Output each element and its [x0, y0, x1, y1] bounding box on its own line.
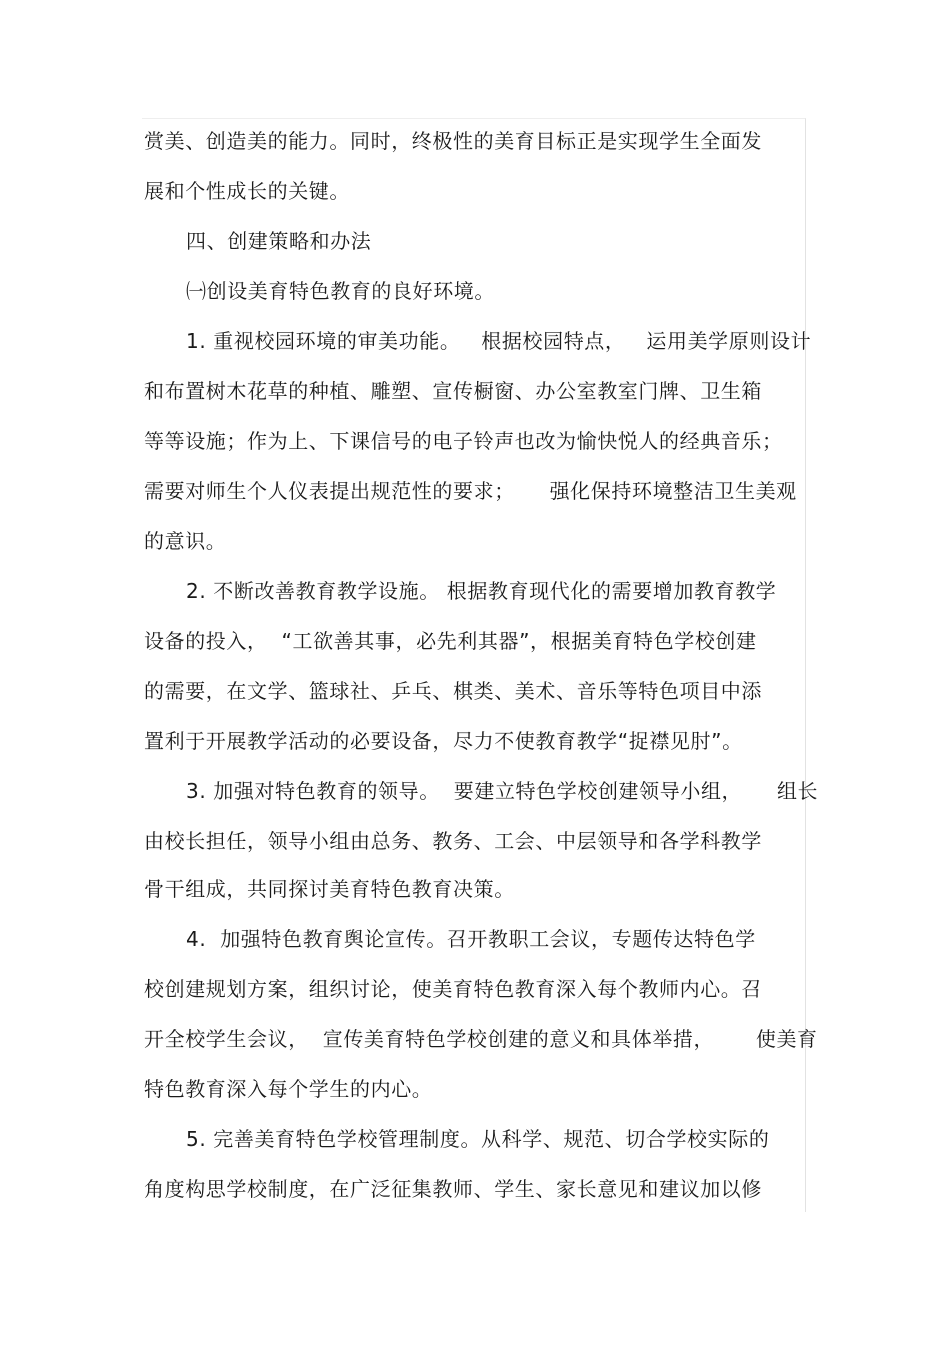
text-line: 等等设施；作为上、下课信号的电子铃声也改为愉快悦人的经典音乐；	[144, 429, 783, 453]
text-line: 赏美、创造美的能力。同时，终极性的美育目标正是实现学生全面发	[144, 129, 762, 153]
text-line: 2. 不断改善教育教学设施。 根据教育现代化的需要增加教育教学	[186, 579, 777, 603]
text-line: 设备的投入， “工欲善其事，必先利其器”，根据美育特色学校创建	[144, 629, 757, 653]
text-line: 4. 加强特色教育舆论宣传。召开教职工会议，专题传达特色学	[186, 927, 756, 951]
text-line: 角度构思学校制度，在广泛征集教师、学生、家长意见和建议加以修	[144, 1177, 762, 1201]
text-line: 和布置树木花草的种植、雕塑、宣传橱窗、办公室教室门牌、卫生箱	[144, 379, 762, 403]
text-line: 开全校学生会议， 宣传美育特色学校创建的意义和具体举措， 使美育	[144, 1027, 818, 1051]
text-line: 3. 加强对特色教育的领导。 要建立特色学校创建领导小组， 组长	[186, 779, 819, 803]
text-line: 骨干组成，共同探讨美育特色教育决策。	[144, 877, 515, 901]
text-line: 由校长担任，领导小组由总务、教务、工会、中层领导和各学科教学	[144, 829, 762, 853]
subsection-heading: ㈠创设美育特色教育的良好环境。	[186, 279, 495, 303]
text-line: 的需要，在文学、篮球社、乒乓、棋类、美术、音乐等特色项目中添	[144, 679, 762, 703]
text-line: 1. 重视校园环境的审美功能。 根据校园特点， 运用美学原则设计	[186, 329, 812, 353]
text-line: 展和个性成长的关键。	[144, 179, 350, 203]
text-line: 特色教育深入每个学生的内心。	[144, 1077, 433, 1101]
text-line: 的意识。	[144, 529, 227, 553]
text-line: 置利于开展教学活动的必要设备，尽力不使教育教学“捉襟见肘”。	[144, 729, 743, 753]
section-heading: 四、创建策略和办法	[186, 229, 372, 253]
text-line: 校创建规划方案，组织讨论，使美育特色教育深入每个教师内心。召	[144, 977, 762, 1001]
text-line: 需要对师生个人仪表提出规范性的要求； 强化保持环境整洁卫生美观	[144, 479, 797, 503]
text-line: 5. 完善美育特色学校管理制度。从科学、规范、切合学校实际的	[186, 1127, 770, 1151]
